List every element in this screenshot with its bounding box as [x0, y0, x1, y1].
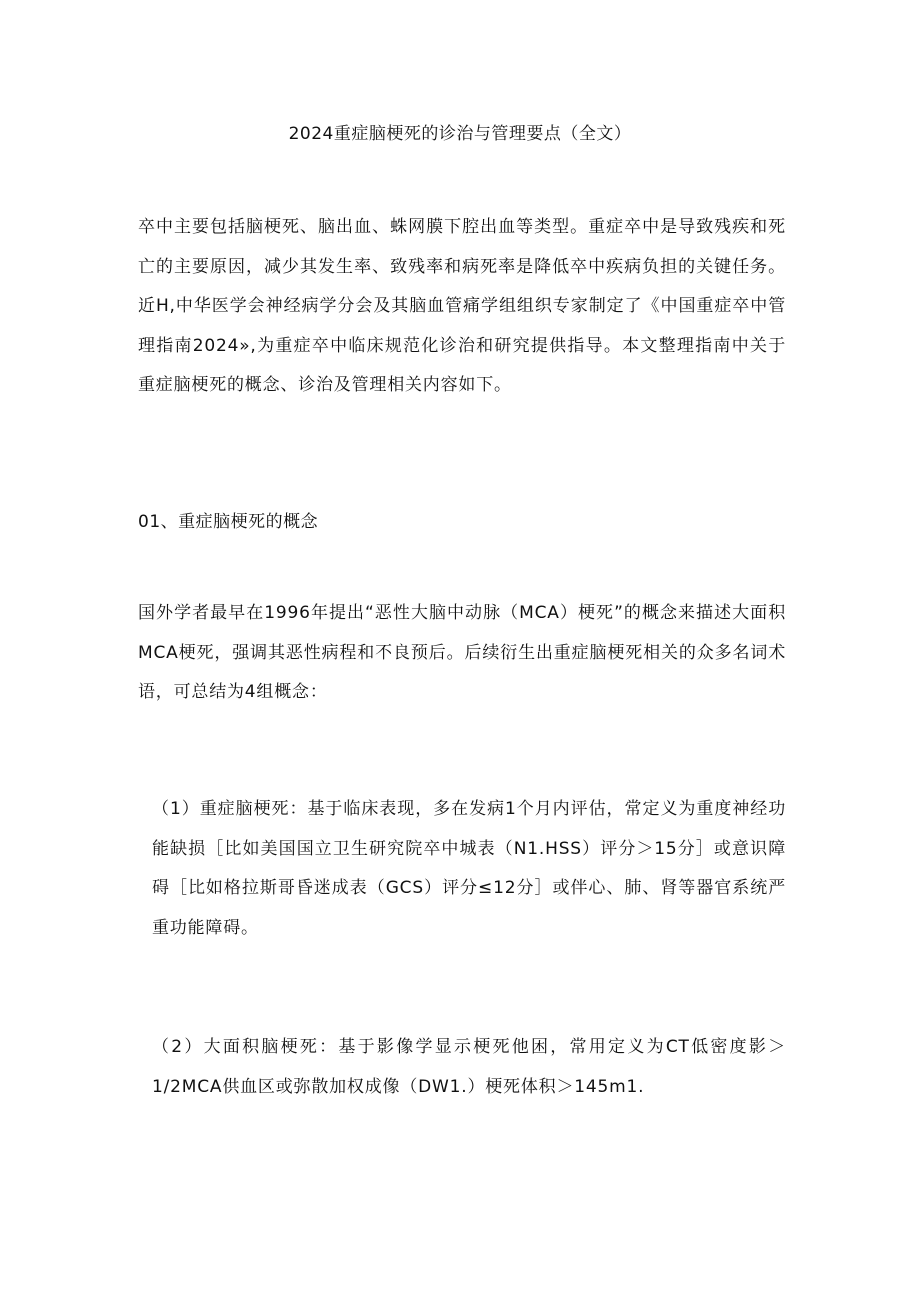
concept-item-1: （1）重症脑梗死：基于临床表现，多在发病1个月内评估，常定义为重度神经功能缺损［比如美国国立卫生研究院卒中城表（N1.HSS）评分＞15分］或意识障碍［比如格拉斯哥昏迷成表（GCS）评分≤12分］或伴心、肺、肾等器官系统严重功能障碍。	[152, 799, 786, 938]
section-paragraph: 国外学者最早在1996年提出“恶性大脑中动脉（MCA）梗死”的概念来描述大面积MCA梗死，强调其恶性病程和不良预后。后续衍生出重症脑梗死相关的众多名词术语，可总结为4组概念：	[138, 603, 786, 702]
concept-item-2: （2）大面积脑梗死：基于影像学显示梗死他困，常用定义为CT低密度影＞1/2MCA供血区或弥散加权成像（DW1.）梗死体积＞145m1.	[152, 1037, 786, 1097]
document-title: 2024重症脑梗死的诊治与管理要点（全文）	[288, 124, 632, 144]
section-heading: 01、重症脑梗死的概念	[138, 512, 319, 532]
intro-paragraph: 卒中主要包括脑梗死、脑出血、蛛网膜下腔出血等类型。重症卒中是导致残疾和死亡的主要原因，减少其发生率、致残率和病死率是降低卒中疾病负担的关键任务。近H,中华医学会神经病学分会及其脑血管痛学组组织专家制定了《中国重症卒中管理指南2024»,为重症卒中临床规范化诊治和研究提供指导。本文整理指南中关于重症脑梗死的概念、诊治及管理相关内容如下。	[138, 217, 786, 395]
